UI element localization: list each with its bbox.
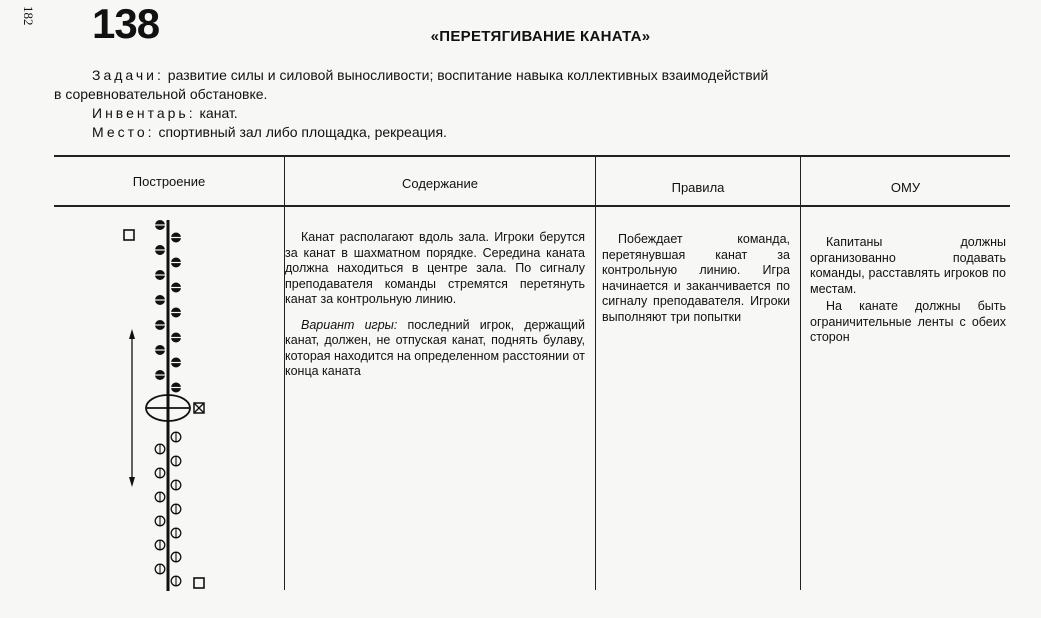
header-formation: Построение	[132, 174, 206, 189]
rules-cell	[602, 232, 790, 335]
variant-label: Вариант игры:	[301, 317, 398, 332]
end-marker-square	[194, 578, 204, 588]
content-paragraph: Канат располагают вдоль зала. Игроки берутся за канат в шахматном порядке. Середина каната должна находиться в центре зала. По сигналу преподавателя команды стремятся перетянуть канат за контрольную линию.	[285, 230, 585, 306]
club-marker	[194, 403, 204, 413]
game-number: 138	[92, 0, 160, 47]
omu-paragraph: Капитаны должны организованно подавать команды, расставлять игроков по местам.	[810, 235, 1006, 296]
page-number: 182	[21, 6, 36, 26]
column-divider	[595, 155, 596, 590]
tasks-text-continued: в соревновательной обстановке.	[54, 86, 268, 102]
omu-cell	[810, 235, 1006, 356]
header-rules: Правила	[671, 180, 725, 195]
formation-diagram	[110, 215, 220, 600]
place-row	[54, 123, 1014, 142]
column-divider	[800, 155, 801, 590]
arrow-head-down	[129, 477, 135, 487]
game-description	[54, 66, 1014, 142]
inventory-label: Инвентарь:	[92, 105, 196, 121]
page-title: «ПЕРЕТЯГИВАНИЕ КАНАТА»	[430, 28, 651, 45]
variant-paragraph	[285, 318, 585, 380]
table-top-rule	[54, 155, 1010, 157]
variant-text: последний игрок, держащий канат, должен, не отпуская канат, поднять булаву, которая находится на определенном расстоянии от конца каната	[285, 317, 585, 378]
tasks-text: развитие силы и силовой выносливости; воспитание навыка коллективных взаимодействий	[167, 67, 769, 83]
content-cell	[285, 230, 585, 390]
rules-text: Побеждает команда, перетянувшая канат за контрольную линию. Игра начинается и заканчивается по сигналу преподавателя. Игроки выполняют три попытки	[602, 232, 790, 324]
inventory-text: канат.	[199, 105, 238, 121]
inventory-row	[54, 104, 1014, 123]
tasks-label: Задачи:	[92, 67, 164, 83]
start-marker-square	[124, 230, 134, 240]
header-content: Содержание	[402, 176, 478, 191]
tasks-row	[54, 66, 1014, 85]
omu-paragraph: На канате должны быть ограничительные ленты с обеих сторон	[810, 299, 1006, 344]
header-omu: ОМУ	[890, 180, 921, 195]
place-text: спортивный зал либо площадка, рекреация.	[158, 124, 447, 140]
place-label: Место:	[92, 124, 155, 140]
table-header-rule	[54, 205, 1010, 207]
arrow-head-up	[129, 329, 135, 339]
